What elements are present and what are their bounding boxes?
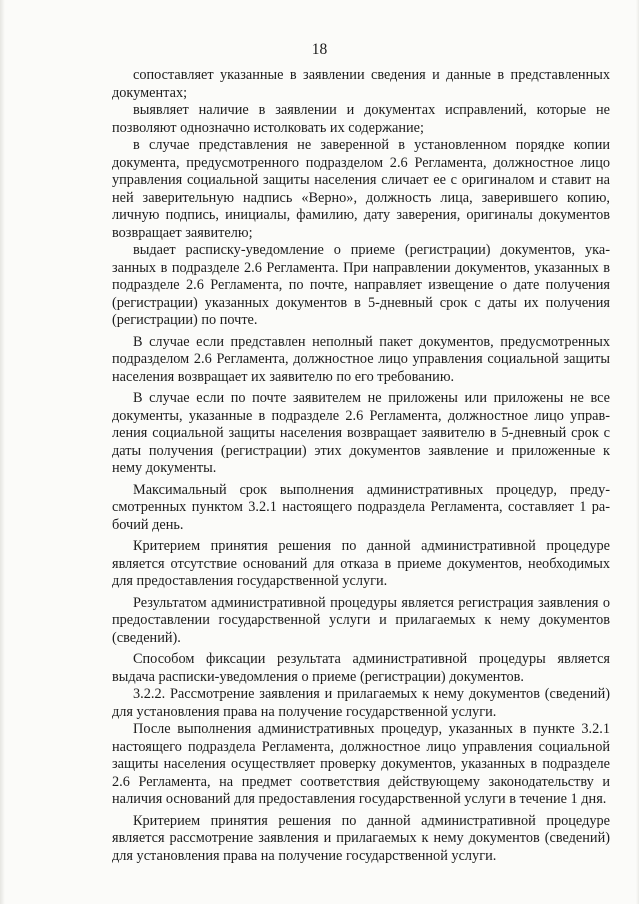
scan-left-edge: [0, 0, 5, 904]
paragraph: сопоставляет указанные в заявлении сведения и данные в представленных документах;: [112, 67, 610, 101]
paragraph: в случае представления не заверенной в установленном порядке копии документа, предусмотренного подразделом 2.6 Регламента, должностное лицо управления социальной защиты населения сличает ее с оригиналом и ставит на ней заверительную надпись «Верно», должность лица, заверившего копию, личную подпись, инициалы, фамилию, дату заверения, оригиналы документов возвращает заявителю;: [112, 137, 610, 241]
paragraph: выявляет наличие в заявлении и документах исправлений, которые не позволяют однозначно истолковать их содержание;: [112, 102, 610, 136]
page-number: 18: [311, 41, 328, 58]
paragraph: Максимальный срок выполнения административных процедур, предусмотренных пунктом 3.2.1 настоящего подраздела Регламента, составляет 1 рабочий день.: [112, 481, 610, 533]
paragraph: Критерием принятия решения по данной административной процедуре является рассмотрение заявления и прилагаемых к нему документов (сведений) для установления права на получение государственной услуги.: [112, 812, 610, 864]
document-body: [112, 67, 610, 865]
paragraph: 3.2.2. Рассмотрение заявления и прилагаемых к нему документов (сведений) для установления права на получение государственной услуги.: [112, 686, 610, 720]
paragraph: В случае если представлен неполный пакет документов, предусмотренных подразделом 2.6 Регламента, должностное лицо управления социальной защиты населения возвращает их заявителю по его требованию.: [112, 333, 610, 385]
paragraph: Результатом административной процедуры является регистрация заявления о предоставлении государственной услуги и прилагаемых к нему документов (сведений).: [112, 594, 610, 646]
paragraph: После выполнения административных процедур, указанных в пункте 3.2.1 настоящего подраздела Регламента, должностное лицо управления социальной защиты населения осуществляет проверку документов, указанных в подразделе 2.6 Регламента, на предмет соответствия действующему законодательству и наличия оснований для предоставления государственной услуги в течение 1 дня.: [112, 721, 610, 807]
paragraph: В случае если по почте заявителем не приложены или приложены не все документы, указанные в подразделе 2.6 Регламента, должностное лицо управления социальной защиты населения возвращает заявителю в 5-дневный срок с даты получения (регистрации) этих документов заявление и приложенные к нему документы.: [112, 390, 610, 476]
paragraph: Критерием принятия решения по данной административной процедуре является отсутствие оснований для отказа в приеме документов, необходимых для предоставления государственной услуги.: [112, 538, 610, 589]
paragraph: выдает расписку-уведомление о приеме (регистрации) документов, указанных в подразделе 2.6 Регламента. При направлении документов, указанных в подразделе 2.6 Регламента, по почте, направляет извещение о дате получения (регистрации) указанных документов в 5-дневный срок с даты их получения (регистрации) по почте.: [112, 242, 610, 328]
paragraph: Способом фиксации результата административной процедуры является выдача расписки-уведомления о приеме (регистрации) документов.: [112, 651, 610, 685]
